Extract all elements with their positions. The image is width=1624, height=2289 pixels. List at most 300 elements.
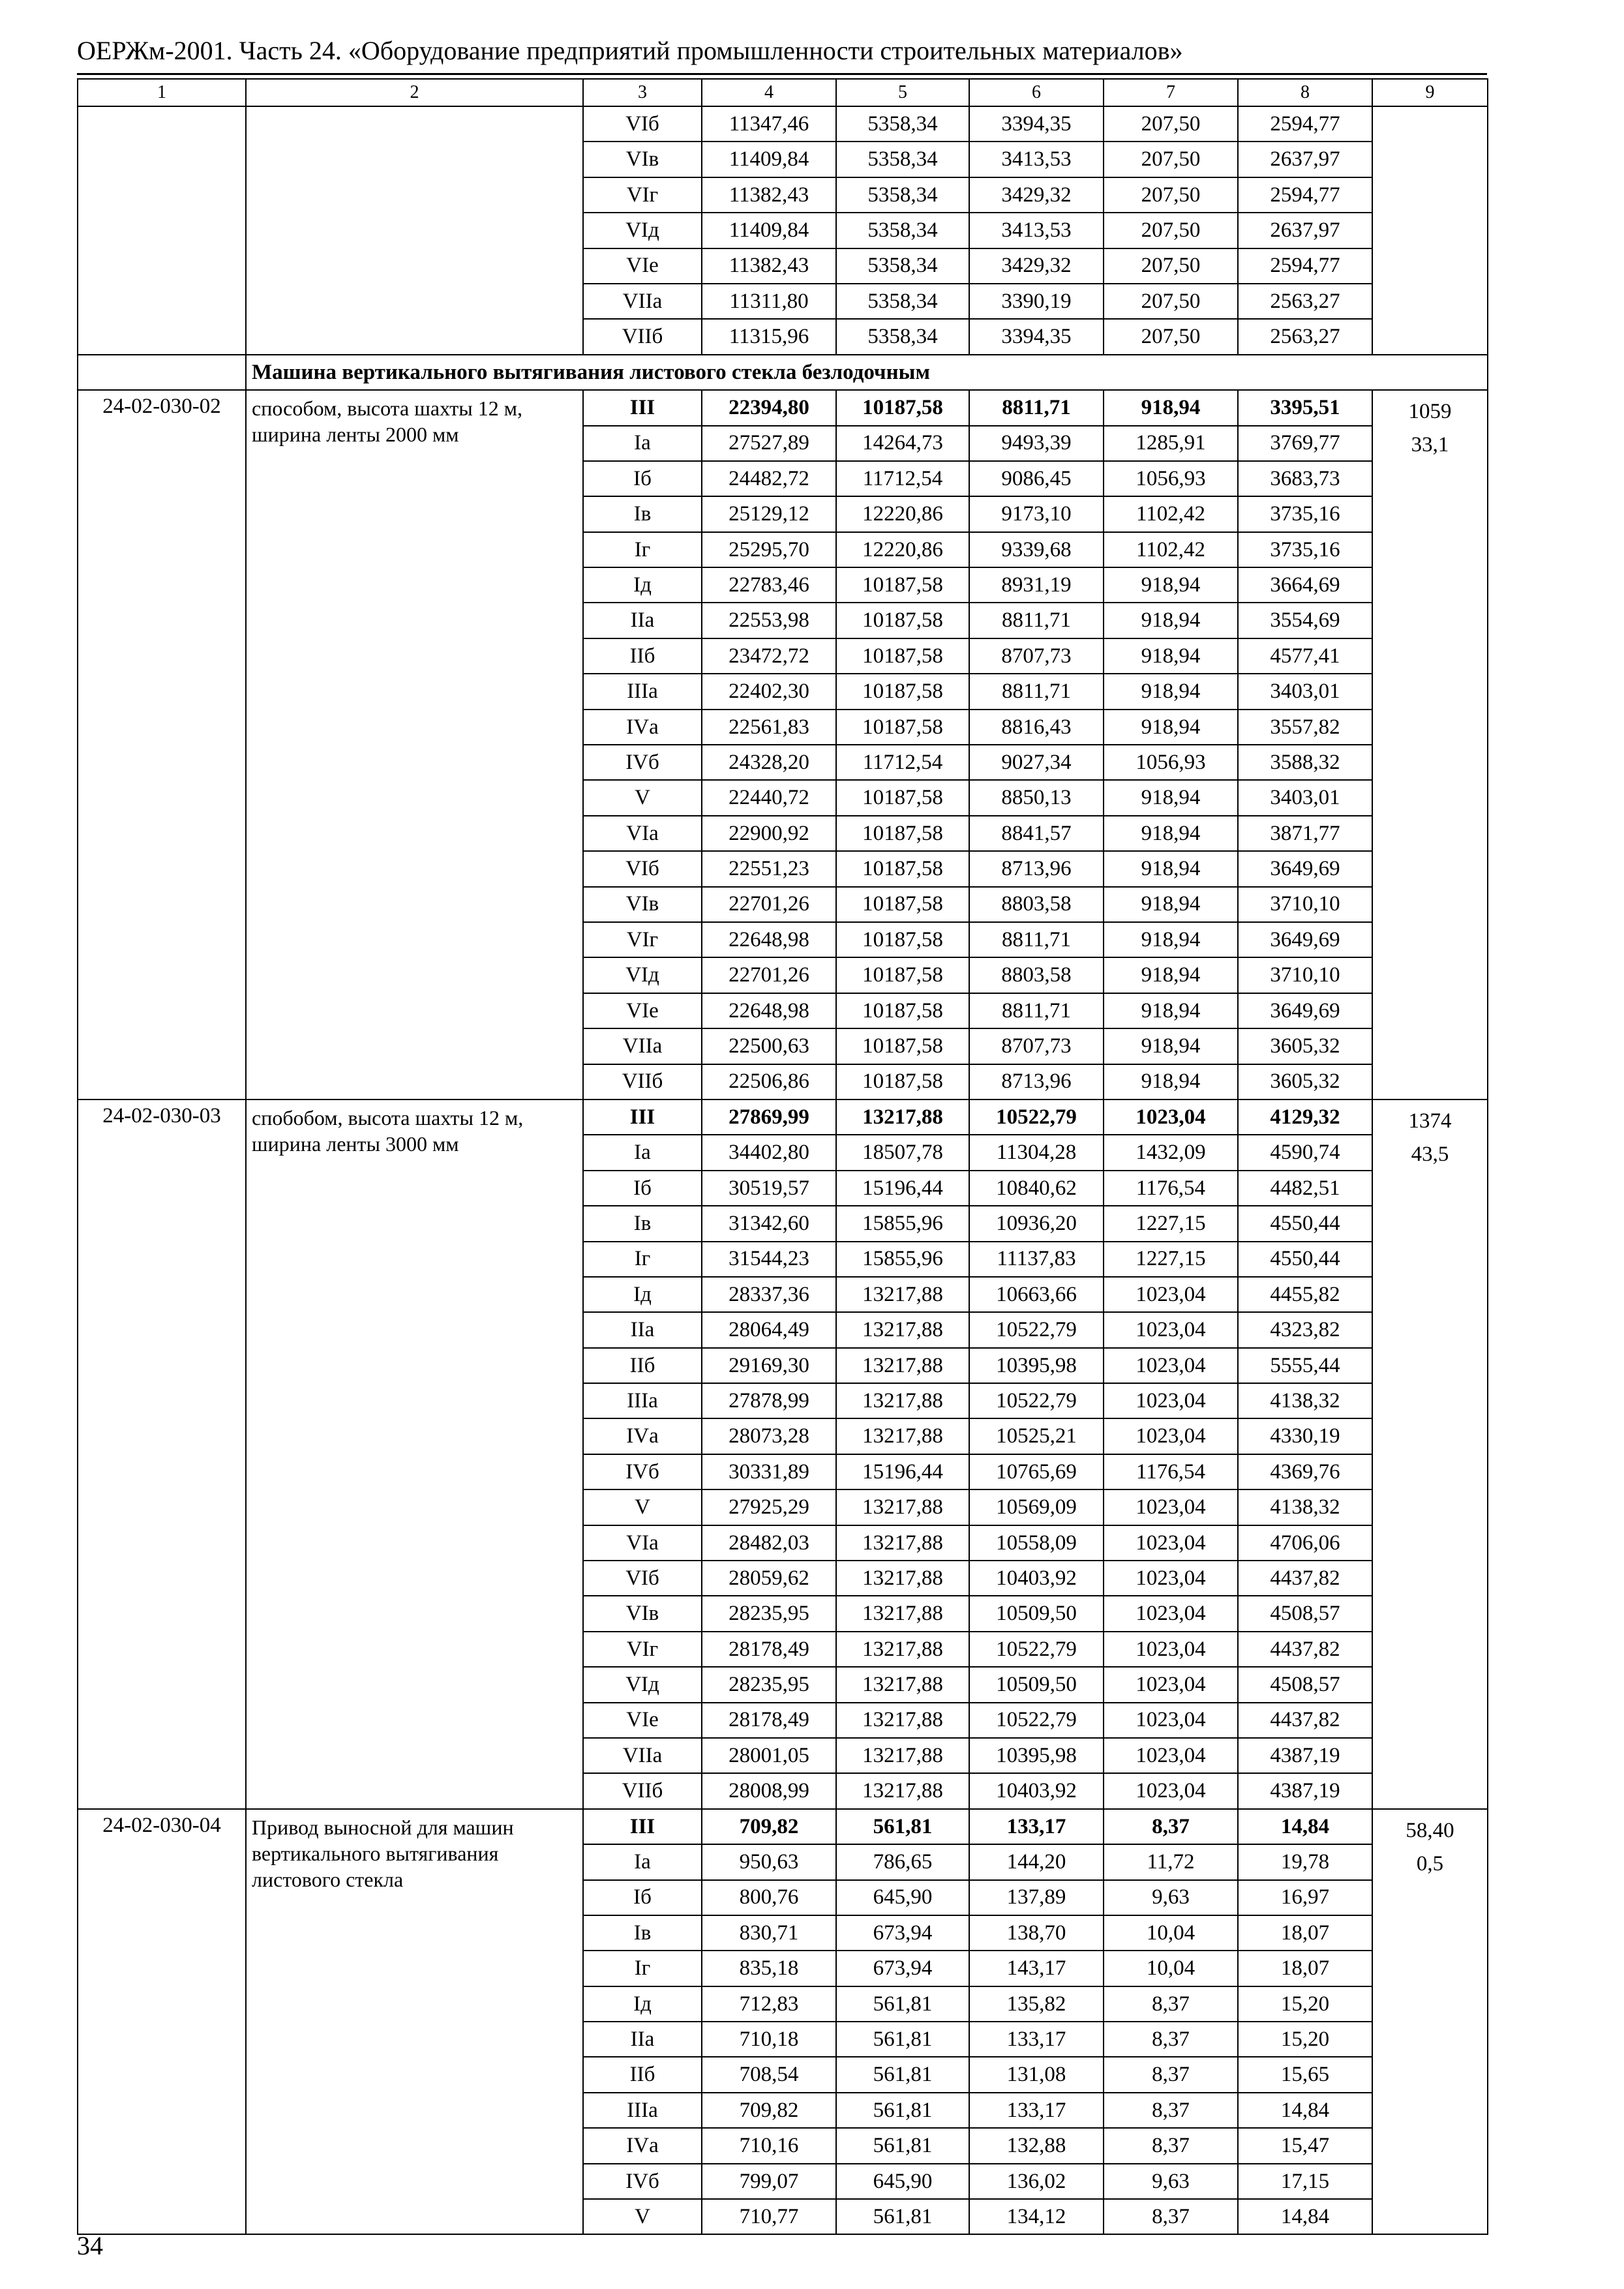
value-cell: 8,37 — [1104, 2057, 1238, 2092]
value-cell: 3390,19 — [969, 284, 1104, 319]
value-cell: 2563,27 — [1238, 284, 1372, 319]
value-cell: 207,50 — [1104, 319, 1238, 354]
value-cell: 13217,88 — [836, 1667, 969, 1702]
value-cell: 10187,58 — [836, 1064, 969, 1100]
value-cell: 10395,98 — [969, 1738, 1104, 1773]
zone-cell: IIа — [583, 603, 702, 638]
value-cell: 1176,54 — [1104, 1171, 1238, 1206]
value-cell: 10840,62 — [969, 1171, 1104, 1206]
zone-cell: VIIа — [583, 284, 702, 319]
unit-value: 33,1 — [1411, 433, 1449, 457]
value-cell: 3403,01 — [1238, 674, 1372, 709]
value-cell: 15,20 — [1238, 1986, 1372, 2022]
page-number: 34 — [77, 2231, 103, 2260]
zone-cell: IIIа — [583, 1383, 702, 1418]
zone-cell: VIб — [583, 851, 702, 886]
zone-cell: IIа — [583, 2022, 702, 2057]
value-cell: 918,94 — [1104, 390, 1238, 425]
value-cell: 9,63 — [1104, 1880, 1238, 1915]
unit-value: 43,5 — [1411, 1143, 1449, 1167]
value-cell: 28235,95 — [702, 1667, 836, 1702]
value-cell: 11304,28 — [969, 1135, 1104, 1170]
section-title: Машина вертикального вытягивания листового стекла безлодочным — [246, 355, 1488, 390]
value-cell: 1432,09 — [1104, 1135, 1238, 1170]
value-cell: 13217,88 — [836, 1418, 969, 1454]
value-cell: 28178,49 — [702, 1632, 836, 1667]
unit-values-cell — [1372, 1100, 1488, 1809]
value-cell: 9493,39 — [969, 426, 1104, 461]
zone-cell: VIд — [583, 213, 702, 248]
value-cell: 918,94 — [1104, 993, 1238, 1028]
value-cell: 1023,04 — [1104, 1738, 1238, 1773]
value-cell: 10187,58 — [836, 816, 969, 851]
value-cell: 8803,58 — [969, 957, 1104, 993]
zone-cell: IIIа — [583, 2093, 702, 2128]
unit-values-cell — [1372, 390, 1488, 1100]
value-cell: 134,12 — [969, 2199, 1104, 2234]
value-cell: 673,94 — [836, 1915, 969, 1951]
value-cell: 8841,57 — [969, 816, 1104, 851]
zone-cell: IVа — [583, 710, 702, 745]
value-cell: 4482,51 — [1238, 1171, 1372, 1206]
item-code: 24-02-030-03 — [78, 1100, 246, 1809]
value-cell: 4323,82 — [1238, 1312, 1372, 1347]
value-cell: 5358,34 — [836, 284, 969, 319]
item-description: Привод выносной для машин вертикального вытягивания листового стекла — [246, 1809, 583, 2235]
zone-cell: Iб — [583, 1880, 702, 1915]
value-cell: 918,94 — [1104, 603, 1238, 638]
value-cell: 132,88 — [969, 2128, 1104, 2163]
column-number: 3 — [583, 79, 702, 106]
value-cell: 8707,73 — [969, 638, 1104, 674]
value-cell: 3683,73 — [1238, 461, 1372, 496]
value-cell: 207,50 — [1104, 106, 1238, 142]
zone-cell: Iг — [583, 532, 702, 567]
value-cell: 11382,43 — [702, 248, 836, 284]
zone-cell: VIа — [583, 1525, 702, 1561]
value-cell: 10403,92 — [969, 1561, 1104, 1596]
zone-cell: VIIа — [583, 1738, 702, 1773]
value-cell: 11409,84 — [702, 213, 836, 248]
value-cell: 561,81 — [836, 1809, 969, 1844]
value-cell: 3735,16 — [1238, 532, 1372, 567]
value-cell: 918,94 — [1104, 922, 1238, 957]
value-cell: 8816,43 — [969, 710, 1104, 745]
value-cell: 561,81 — [836, 2022, 969, 2057]
value-cell: 8811,71 — [969, 390, 1104, 425]
value-cell: 18,07 — [1238, 1915, 1372, 1951]
value-cell: 4387,19 — [1238, 1773, 1372, 1808]
value-cell: 207,50 — [1104, 248, 1238, 284]
zone-cell: III — [583, 1100, 702, 1135]
value-cell: 10558,09 — [969, 1525, 1104, 1561]
value-cell: 22440,72 — [702, 780, 836, 815]
section-spacer-cell — [78, 355, 246, 390]
zone-cell: VIв — [583, 1596, 702, 1631]
value-cell: 4129,32 — [1238, 1100, 1372, 1135]
value-cell: 207,50 — [1104, 284, 1238, 319]
zone-cell: VIе — [583, 248, 702, 284]
value-cell: 14264,73 — [836, 426, 969, 461]
value-cell: 3710,10 — [1238, 957, 1372, 993]
value-cell: 10187,58 — [836, 674, 969, 709]
value-cell: 14,84 — [1238, 1809, 1372, 1844]
value-cell: 24482,72 — [702, 461, 836, 496]
value-cell: 918,94 — [1104, 887, 1238, 922]
zone-cell: IIб — [583, 2057, 702, 2092]
value-cell: 918,94 — [1104, 1028, 1238, 1064]
value-cell: 8850,13 — [969, 780, 1104, 815]
zone-cell: IVа — [583, 1418, 702, 1454]
value-cell: 30331,89 — [702, 1454, 836, 1489]
value-cell: 4508,57 — [1238, 1596, 1372, 1631]
value-cell: 561,81 — [836, 2128, 969, 2163]
value-cell: 9339,68 — [969, 532, 1104, 567]
value-cell: 10663,66 — [969, 1277, 1104, 1312]
value-cell: 207,50 — [1104, 142, 1238, 177]
value-cell: 1176,54 — [1104, 1454, 1238, 1489]
value-cell: 13217,88 — [836, 1312, 969, 1347]
value-cell: 799,07 — [702, 2164, 836, 2199]
table-row — [78, 390, 1488, 425]
value-cell: 10187,58 — [836, 780, 969, 815]
zone-cell: VIа — [583, 816, 702, 851]
value-cell: 3735,16 — [1238, 496, 1372, 531]
value-cell: 23472,72 — [702, 638, 836, 674]
value-cell: 11409,84 — [702, 142, 836, 177]
zone-cell: VIе — [583, 993, 702, 1028]
value-cell: 918,94 — [1104, 674, 1238, 709]
value-cell: 4138,32 — [1238, 1383, 1372, 1418]
zone-cell: VIб — [583, 1561, 702, 1596]
value-cell: 10187,58 — [836, 922, 969, 957]
value-cell: 4706,06 — [1238, 1525, 1372, 1561]
value-cell: 645,90 — [836, 1880, 969, 1915]
column-number: 2 — [246, 79, 583, 106]
value-cell: 207,50 — [1104, 177, 1238, 213]
value-cell: 5358,34 — [836, 248, 969, 284]
value-cell: 3649,69 — [1238, 993, 1372, 1028]
zone-cell: Iг — [583, 1951, 702, 1986]
value-cell: 708,54 — [702, 2057, 836, 2092]
value-cell: 10187,58 — [836, 851, 969, 886]
value-cell: 13217,88 — [836, 1383, 969, 1418]
value-cell: 2637,97 — [1238, 142, 1372, 177]
value-cell: 28064,49 — [702, 1312, 836, 1347]
zone-cell: Iа — [583, 1135, 702, 1170]
value-cell: 131,08 — [969, 2057, 1104, 2092]
value-cell: 1102,42 — [1104, 532, 1238, 567]
value-cell: 11315,96 — [702, 319, 836, 354]
value-cell: 13217,88 — [836, 1525, 969, 1561]
value-cell: 9086,45 — [969, 461, 1104, 496]
value-cell: 2563,27 — [1238, 319, 1372, 354]
zone-cell: Iб — [583, 461, 702, 496]
value-cell: 10522,79 — [969, 1383, 1104, 1418]
value-cell: 13217,88 — [836, 1596, 969, 1631]
value-cell: 8,37 — [1104, 1809, 1238, 1844]
value-cell: 13217,88 — [836, 1703, 969, 1738]
value-cell: 2637,97 — [1238, 213, 1372, 248]
value-cell: 136,02 — [969, 2164, 1104, 2199]
value-cell: 4550,44 — [1238, 1242, 1372, 1277]
column-number: 9 — [1372, 79, 1488, 106]
value-cell: 710,77 — [702, 2199, 836, 2234]
value-cell: 835,18 — [702, 1951, 836, 1986]
value-cell: 144,20 — [969, 1844, 1104, 1879]
value-cell: 1023,04 — [1104, 1100, 1238, 1135]
value-cell: 10765,69 — [969, 1454, 1104, 1489]
value-cell: 15,65 — [1238, 2057, 1372, 2092]
value-cell: 13217,88 — [836, 1773, 969, 1808]
value-cell: 10509,50 — [969, 1596, 1104, 1631]
value-cell: 34402,80 — [702, 1135, 836, 1170]
column-number: 1 — [78, 79, 246, 106]
zone-cell: Iв — [583, 496, 702, 531]
zone-cell: IIа — [583, 1312, 702, 1347]
value-cell: 709,82 — [702, 1809, 836, 1844]
value-cell: 12220,86 — [836, 496, 969, 531]
value-cell: 8931,19 — [969, 567, 1104, 603]
value-cell: 645,90 — [836, 2164, 969, 2199]
value-cell: 8,37 — [1104, 2128, 1238, 2163]
value-cell: 10522,79 — [969, 1632, 1104, 1667]
value-cell: 10522,79 — [969, 1703, 1104, 1738]
value-cell: 22551,23 — [702, 851, 836, 886]
value-cell: 137,89 — [969, 1880, 1104, 1915]
value-cell: 10187,58 — [836, 887, 969, 922]
value-cell: 1023,04 — [1104, 1277, 1238, 1312]
zone-cell: VIIа — [583, 1028, 702, 1064]
value-cell: 8,37 — [1104, 2022, 1238, 2057]
value-cell: 16,97 — [1238, 1880, 1372, 1915]
value-cell: 28073,28 — [702, 1418, 836, 1454]
value-cell: 918,94 — [1104, 816, 1238, 851]
value-cell: 3649,69 — [1238, 851, 1372, 886]
column-number-row — [78, 79, 1488, 106]
item-code: 24-02-030-02 — [78, 390, 246, 1100]
value-cell: 1023,04 — [1104, 1348, 1238, 1383]
zone-cell: VIг — [583, 922, 702, 957]
value-cell: 30519,57 — [702, 1171, 836, 1206]
value-cell: 10522,79 — [969, 1100, 1104, 1135]
table-row — [78, 1100, 1488, 1135]
zone-cell: Iд — [583, 1277, 702, 1312]
value-cell: 10569,09 — [969, 1489, 1104, 1525]
value-cell: 8,37 — [1104, 2199, 1238, 2234]
zone-cell: Iа — [583, 1844, 702, 1879]
value-cell: 4437,82 — [1238, 1561, 1372, 1596]
value-cell: 10187,58 — [836, 390, 969, 425]
zone-cell: Iв — [583, 1206, 702, 1241]
value-cell: 918,94 — [1104, 1064, 1238, 1100]
value-cell: 14,84 — [1238, 2199, 1372, 2234]
value-cell: 673,94 — [836, 1951, 969, 1986]
unit-value: 58,40 — [1406, 1818, 1454, 1842]
item-description: спобобом, высота шахты 12 м, ширина ленты 3000 мм — [246, 1100, 583, 1809]
value-cell: 1023,04 — [1104, 1773, 1238, 1808]
value-cell: 8811,71 — [969, 674, 1104, 709]
value-cell: 27925,29 — [702, 1489, 836, 1525]
zone-cell: VIд — [583, 957, 702, 993]
zone-cell: VIд — [583, 1667, 702, 1702]
value-cell: 1023,04 — [1104, 1632, 1238, 1667]
value-cell: 5358,34 — [836, 106, 969, 142]
value-cell: 15196,44 — [836, 1171, 969, 1206]
zone-cell: VIе — [583, 1703, 702, 1738]
value-cell: 18507,78 — [836, 1135, 969, 1170]
value-cell: 22900,92 — [702, 816, 836, 851]
value-cell: 22394,80 — [702, 390, 836, 425]
zone-cell: V — [583, 780, 702, 815]
value-cell: 1023,04 — [1104, 1489, 1238, 1525]
value-cell: 24328,20 — [702, 745, 836, 780]
value-cell: 8811,71 — [969, 993, 1104, 1028]
value-cell: 22783,46 — [702, 567, 836, 603]
value-cell: 1023,04 — [1104, 1596, 1238, 1631]
value-cell: 1102,42 — [1104, 496, 1238, 531]
value-cell: 13217,88 — [836, 1348, 969, 1383]
value-cell: 3395,51 — [1238, 390, 1372, 425]
zone-cell: V — [583, 2199, 702, 2234]
value-cell: 27869,99 — [702, 1100, 836, 1135]
value-cell: 28482,03 — [702, 1525, 836, 1561]
value-cell: 10509,50 — [969, 1667, 1104, 1702]
value-cell: 13217,88 — [836, 1489, 969, 1525]
value-cell: 135,82 — [969, 1986, 1104, 2022]
item-code: 24-02-030-04 — [78, 1809, 246, 2235]
zone-cell: IVб — [583, 1454, 702, 1489]
value-cell: 11311,80 — [702, 284, 836, 319]
value-cell: 8713,96 — [969, 851, 1104, 886]
zone-cell: VIв — [583, 887, 702, 922]
value-cell: 10525,21 — [969, 1418, 1104, 1454]
value-cell: 17,15 — [1238, 2164, 1372, 2199]
value-cell: 10187,58 — [836, 993, 969, 1028]
value-cell: 5358,34 — [836, 213, 969, 248]
value-cell: 1023,04 — [1104, 1667, 1238, 1702]
column-number: 7 — [1104, 79, 1238, 106]
value-cell: 13217,88 — [836, 1277, 969, 1312]
zone-cell: IIб — [583, 638, 702, 674]
value-cell: 5358,34 — [836, 177, 969, 213]
unit-values-cell — [1372, 1809, 1488, 2235]
value-cell: 800,76 — [702, 1880, 836, 1915]
value-cell: 22553,98 — [702, 603, 836, 638]
value-cell: 12220,86 — [836, 532, 969, 567]
value-cell: 4550,44 — [1238, 1206, 1372, 1241]
value-cell: 8713,96 — [969, 1064, 1104, 1100]
value-cell: 138,70 — [969, 1915, 1104, 1951]
value-cell: 918,94 — [1104, 780, 1238, 815]
value-cell: 1023,04 — [1104, 1561, 1238, 1596]
value-cell: 11712,54 — [836, 461, 969, 496]
zone-cell: Iд — [583, 1986, 702, 2022]
value-cell: 22500,63 — [702, 1028, 836, 1064]
value-cell: 4590,74 — [1238, 1135, 1372, 1170]
zone-cell: VIг — [583, 1632, 702, 1667]
unit-value: 1374 — [1408, 1109, 1452, 1133]
value-cell: 10187,58 — [836, 638, 969, 674]
value-cell: 561,81 — [836, 2199, 969, 2234]
value-cell: 10,04 — [1104, 1951, 1238, 1986]
value-cell: 4508,57 — [1238, 1667, 1372, 1702]
value-cell: 9173,10 — [969, 496, 1104, 531]
value-cell: 15855,96 — [836, 1242, 969, 1277]
rates-table — [77, 78, 1488, 2235]
value-cell: 133,17 — [969, 2093, 1104, 2128]
zone-cell: IVб — [583, 745, 702, 780]
value-cell: 10187,58 — [836, 957, 969, 993]
value-cell: 25295,70 — [702, 532, 836, 567]
value-cell: 3557,82 — [1238, 710, 1372, 745]
value-cell: 11712,54 — [836, 745, 969, 780]
value-cell: 13217,88 — [836, 1100, 969, 1135]
item-description: способом, высота шахты 12 м, ширина ленты 2000 мм — [246, 390, 583, 1100]
value-cell: 4437,82 — [1238, 1632, 1372, 1667]
value-cell: 10522,79 — [969, 1312, 1104, 1347]
zone-cell: Iд — [583, 567, 702, 603]
value-cell: 8,37 — [1104, 2093, 1238, 2128]
value-cell: 13217,88 — [836, 1561, 969, 1596]
value-cell: 3649,69 — [1238, 922, 1372, 957]
value-cell: 133,17 — [969, 2022, 1104, 2057]
value-cell: 22648,98 — [702, 922, 836, 957]
value-cell: 4577,41 — [1238, 638, 1372, 674]
value-cell: 1023,04 — [1104, 1703, 1238, 1738]
zone-cell: IVб — [583, 2164, 702, 2199]
value-cell: 710,16 — [702, 2128, 836, 2163]
value-cell: 918,94 — [1104, 638, 1238, 674]
value-cell: 950,63 — [702, 1844, 836, 1879]
zone-cell: Iг — [583, 1242, 702, 1277]
zone-cell: VIIб — [583, 1773, 702, 1808]
value-cell: 561,81 — [836, 2057, 969, 2092]
value-cell: 10936,20 — [969, 1206, 1104, 1241]
value-cell: 8811,71 — [969, 603, 1104, 638]
code-cell-empty — [78, 106, 246, 355]
value-cell: 5555,44 — [1238, 1348, 1372, 1383]
column-number: 4 — [702, 79, 836, 106]
value-cell: 28008,99 — [702, 1773, 836, 1808]
value-cell: 1023,04 — [1104, 1312, 1238, 1347]
value-cell: 22648,98 — [702, 993, 836, 1028]
value-cell: 10187,58 — [836, 1028, 969, 1064]
value-cell: 3429,32 — [969, 177, 1104, 213]
value-cell: 1285,91 — [1104, 426, 1238, 461]
value-cell: 3588,32 — [1238, 745, 1372, 780]
value-cell: 13217,88 — [836, 1632, 969, 1667]
value-cell: 31342,60 — [702, 1206, 836, 1241]
description-cell-empty — [246, 106, 583, 355]
zone-cell: IIIа — [583, 674, 702, 709]
value-cell: 2594,77 — [1238, 177, 1372, 213]
value-cell: 918,94 — [1104, 957, 1238, 993]
value-cell: 10187,58 — [836, 567, 969, 603]
value-cell: 3394,35 — [969, 106, 1104, 142]
value-cell: 11347,46 — [702, 106, 836, 142]
value-cell: 22701,26 — [702, 957, 836, 993]
value-cell: 28235,95 — [702, 1596, 836, 1631]
page-title: ОЕРЖм-2001. Часть 24. «Оборудование предприятий промышленности строительных материалов» — [77, 36, 1183, 65]
value-cell: 4437,82 — [1238, 1703, 1372, 1738]
zone-cell: Iв — [583, 1915, 702, 1951]
zone-cell: Iб — [583, 1171, 702, 1206]
value-cell: 5358,34 — [836, 142, 969, 177]
value-cell: 2594,77 — [1238, 106, 1372, 142]
value-cell: 561,81 — [836, 1986, 969, 2022]
value-cell: 712,83 — [702, 1986, 836, 2022]
